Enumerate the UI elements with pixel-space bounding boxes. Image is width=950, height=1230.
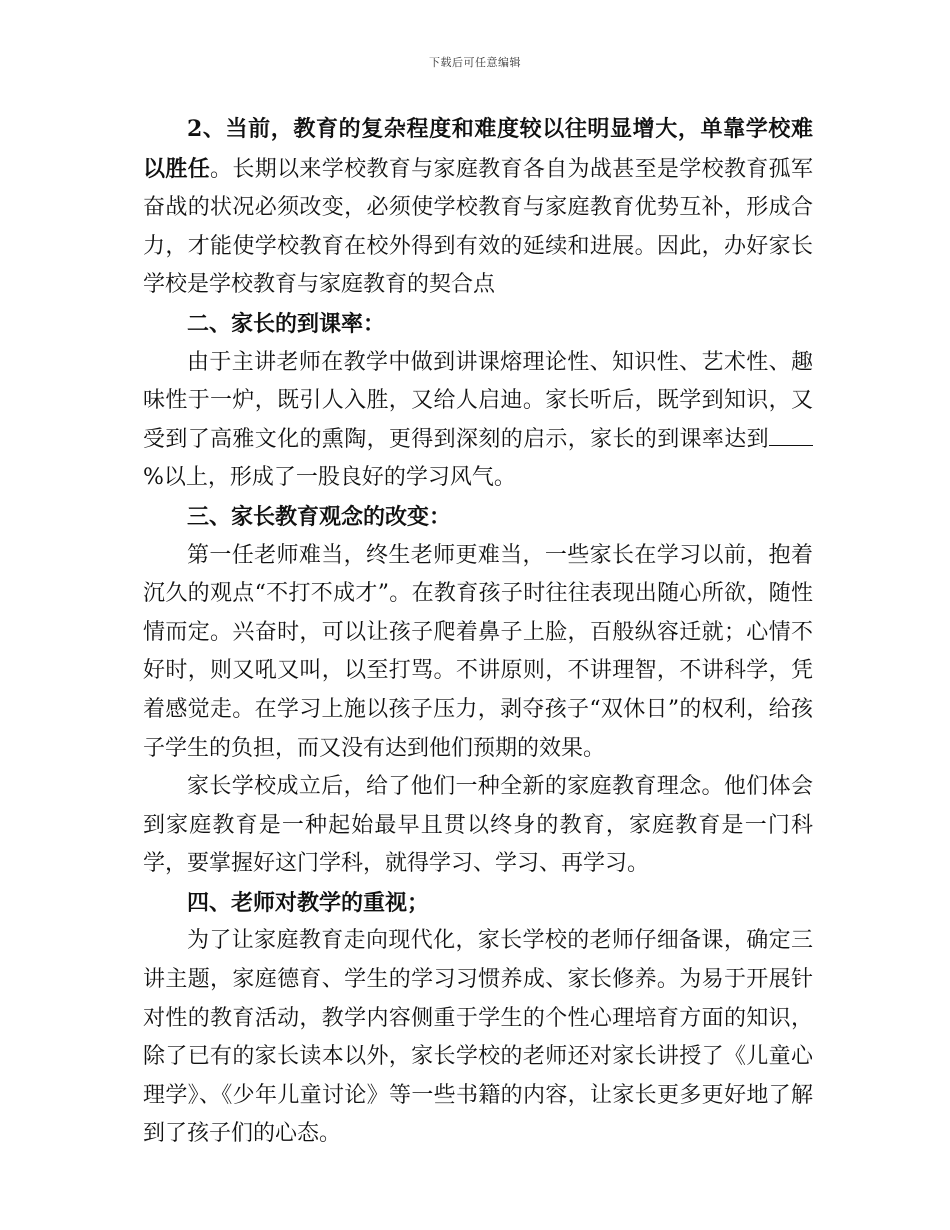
section-heading-4: 四、老师对教学的重视；	[187, 889, 430, 916]
paragraph-2-text-a: 由于主讲老师在教学中做到讲课熔理论性、知识性、艺术性、趣味性于一炉，既引人入胜，又给人启迪。家长听后，既学到知识，又受到了高雅文化的熏陶，更得到深刻的启示，家长的到课率达到	[143, 349, 813, 452]
paragraph-2	[143, 344, 813, 498]
paragraph-5: 为了让家庭教育走向现代化，家长学校的老师仔细备课，确定三讲主题，家庭德育、学生的学习习惯养成、家长修养。为易于开展针对性的教育活动，教学内容侧重于学生的个性心理培育方面的知识，除了已有的家长读本以外，家长学校的老师还对家长讲授了《儿童心理学》、《少年儿童讨论》等一些书籍的内容，让家长更多更好地了解到了孩子们的心态。	[143, 928, 813, 1147]
paragraph-2-text-b: %以上，形成了一股良好的学习风气。	[143, 465, 516, 491]
paragraph-1-text: 。长期以来学校教育与家庭教育各自为战甚至是学校教育孤军奋战的状况必须改变，必须使学校教育与家庭教育优势互补，形成合力，才能使学校教育在校外得到有效的延续和进展。因此，办好家长学校是学校教育与家庭教育的契合点	[143, 156, 813, 298]
fill-in-blank	[769, 427, 813, 446]
section-heading-2: 二、家长的到课率：	[187, 310, 386, 337]
paragraph-3: 第一任老师难当，终生老师更难当，一些家长在学习以前，抱着沉久的观点“不打不成才”。在教育孩子时往往表现出随心所欲，随性情而定。兴奋时，可以让孩子爬着鼻子上脸，百般纵容迁就；心情不好时，则又吼又叫，以至打骂。不讲原则，不讲理智，不讲科学，凭着感觉走。在学习上施以孩子压力，剥夺孩子“双休日”的权利，给孩子学生的负担，而又没有达到他们预期的效果。	[143, 542, 813, 761]
section-heading-3: 三、家长教育观念的改变：	[187, 503, 452, 530]
paragraph-1-bold-lead: 2、当前，教育的复杂程度和难度较以往明显增大，单靠学校难以胜任	[143, 116, 813, 182]
paragraph-1	[143, 110, 813, 305]
document-body	[143, 110, 813, 1154]
paragraph-4: 家长学校成立后，给了他们一种全新的家庭教育理念。他们体会到家庭教育是一种起始最早且贯以终身的教育，家庭教育是一门科学，要掌握好这门学科，就得学习、学习、再学习。	[143, 774, 813, 877]
page-header: 下载后可任意编辑	[429, 56, 521, 69]
